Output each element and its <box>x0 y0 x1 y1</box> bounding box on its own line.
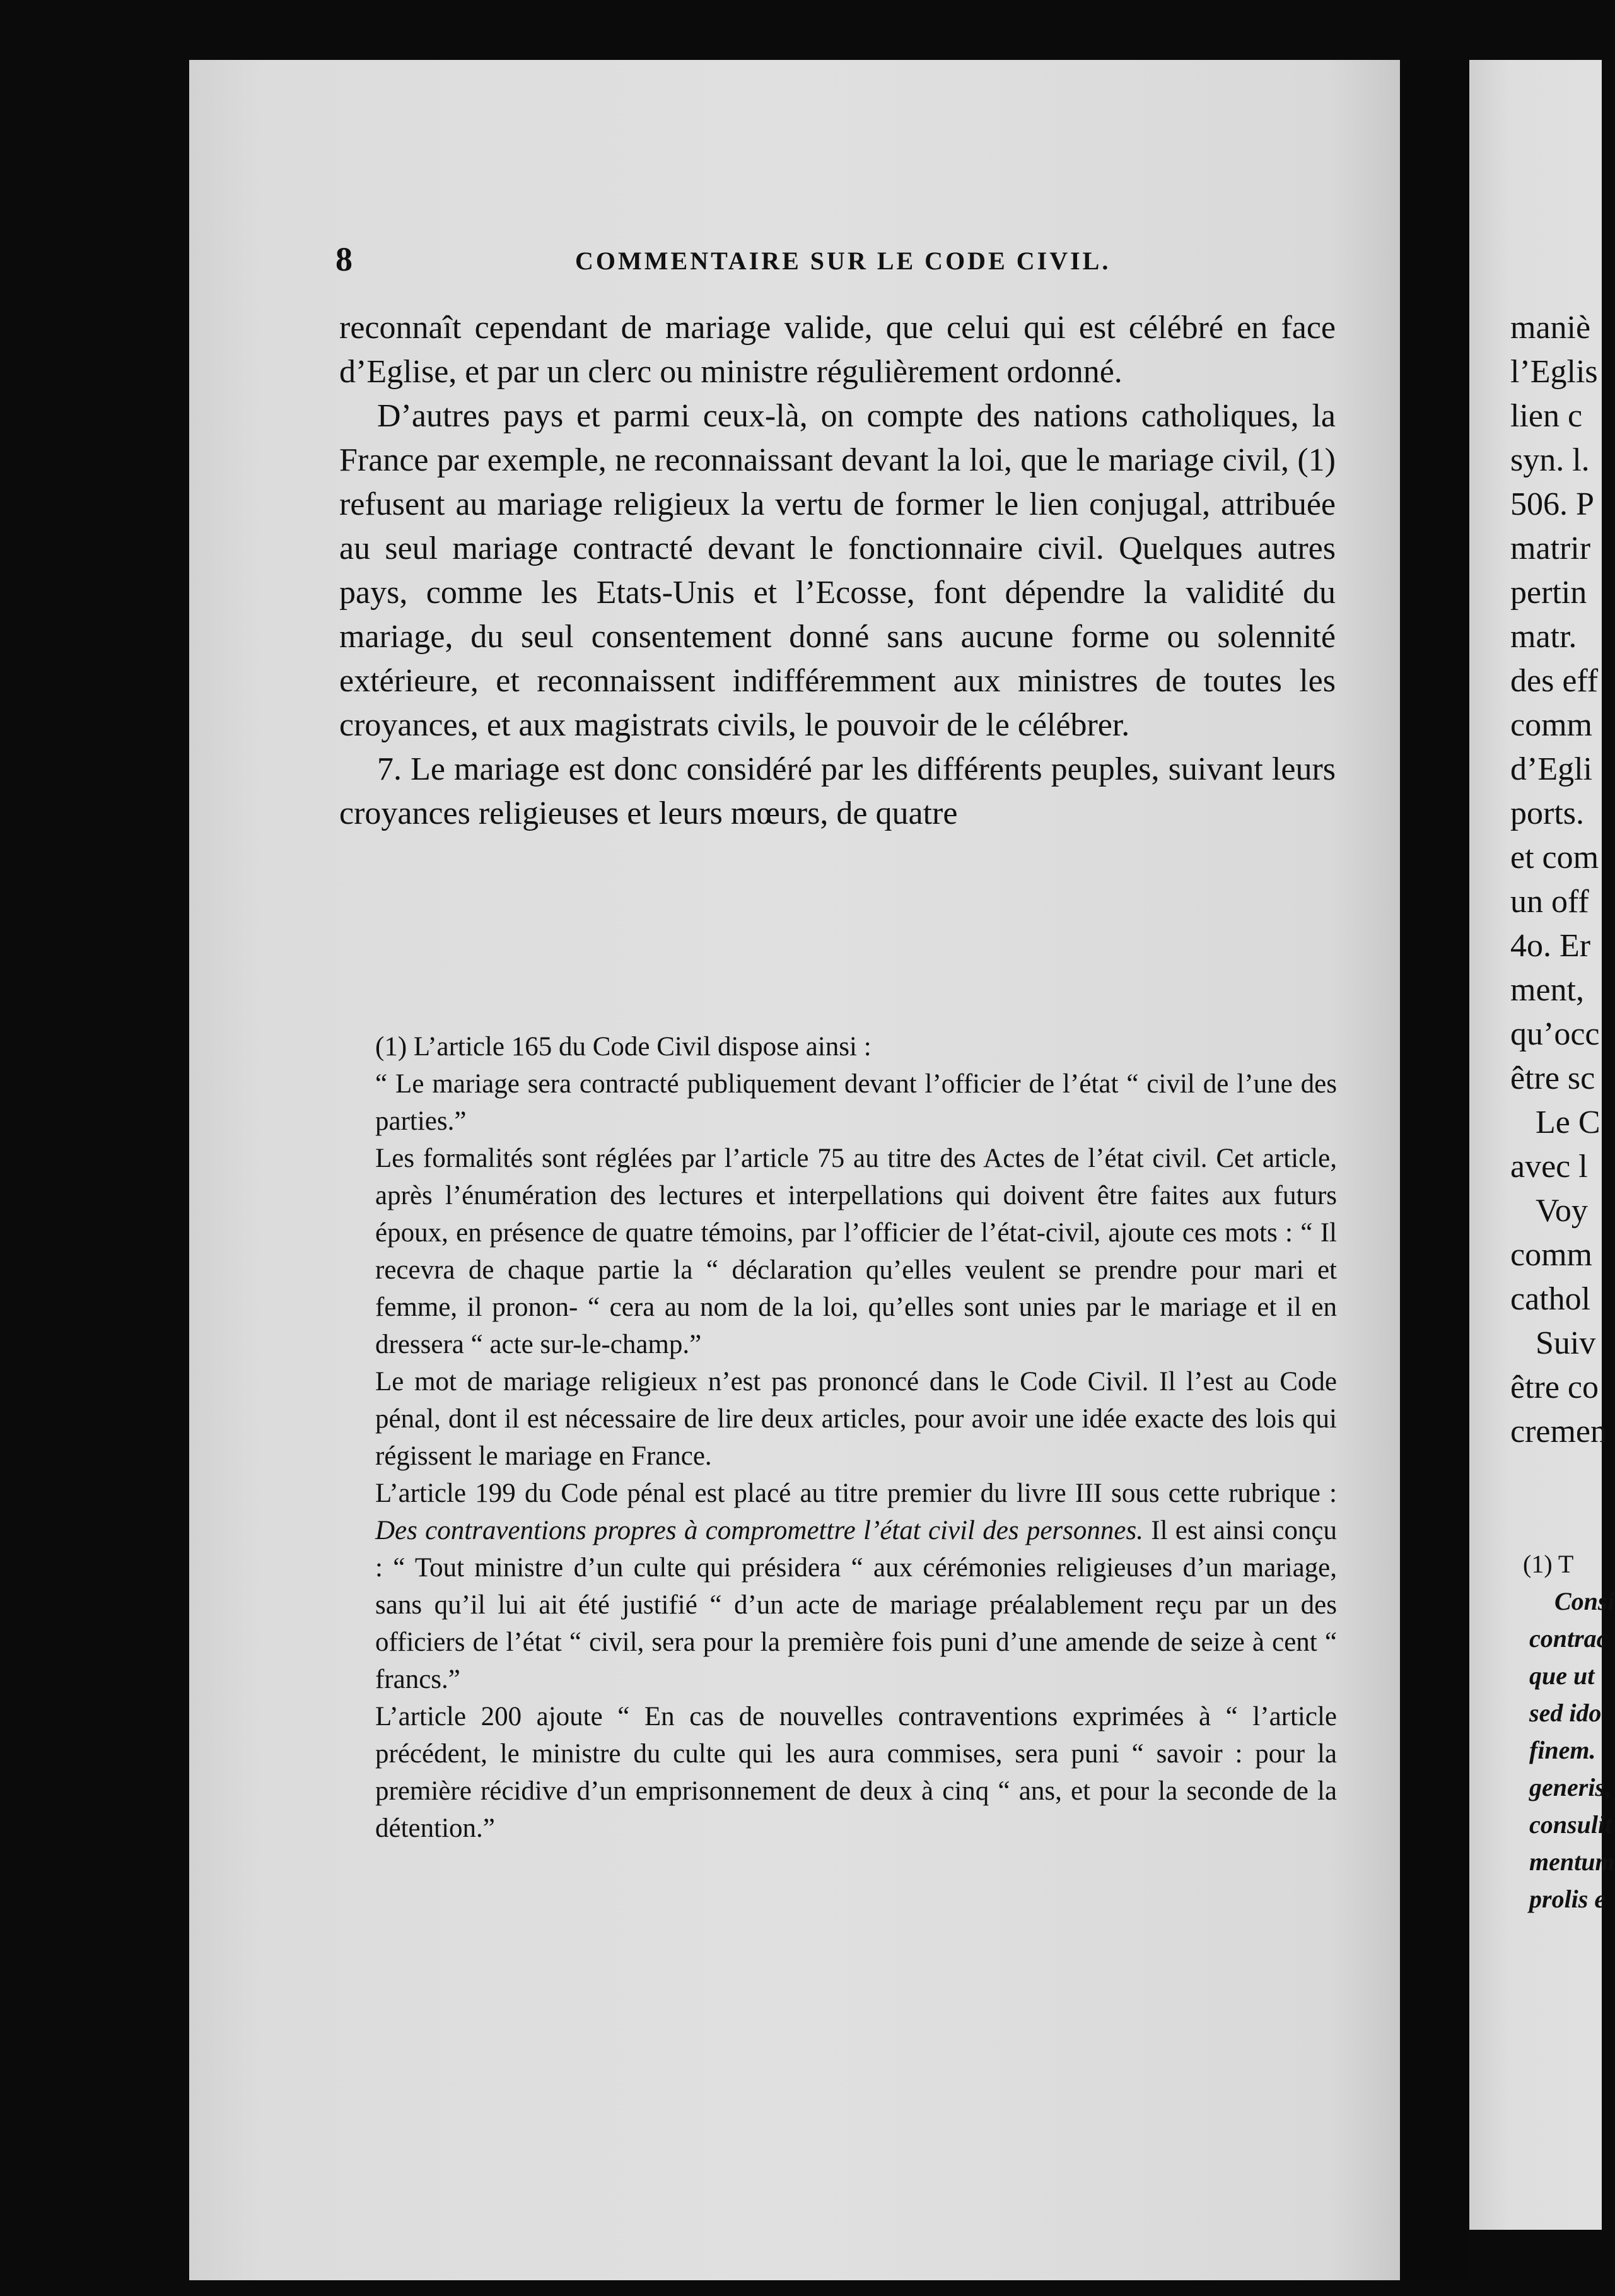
facing-note-line: generis, <box>1529 1773 1611 1801</box>
body-paragraph-continued: reconnaît cependant de mariage valide, que celui qui est célébré en face d’Eglise, et par un clerc ou ministre régulièrement ordonné. <box>339 310 1336 390</box>
facing-line: matr. <box>1510 619 1577 655</box>
facing-note-line: prolis e <box>1529 1885 1606 1913</box>
facing-line: Voy <box>1536 1193 1588 1229</box>
facing-note-line: contrac <box>1529 1624 1608 1653</box>
facing-line: avec l <box>1510 1149 1588 1185</box>
book-gutter <box>1400 60 1469 2280</box>
facing-line: ports. <box>1510 795 1584 831</box>
main-text <box>339 306 1336 836</box>
facing-line: des eff <box>1510 663 1599 699</box>
footnote-text: Il est ainsi conçu : “ Tout ministre d’un culte qui présidera “ aux cérémonies religieuses d’un mariage, sans qu’il lui ait été justifié “ d’un acte de mariage préalablement reçu par un des officiers de l’état “ civil, sera pour la première fois puni d’une amende de seize à cent “ francs.” <box>375 1516 1338 1694</box>
facing-line: l’Eglis <box>1510 354 1598 390</box>
facing-line: Le C <box>1536 1104 1600 1140</box>
facing-note-line: consulit <box>1529 1810 1612 1839</box>
footnote-paragraph: L’article 200 ajoute “ En cas de nouvelles contraventions exprimées à “ l’article précédent, le ministre du culte qui les aura commises, sera puni “ savoir : pour la première récidive d’un emprisonnement de deux à cinq “ ans, et pour la seconde de la détention.” <box>375 1702 1337 1843</box>
facing-line: matrir <box>1510 530 1591 566</box>
rubric-title: Des contraventions propres à compromettre l’état civil des personnes. <box>375 1516 1143 1545</box>
facing-line: être sc <box>1510 1060 1595 1096</box>
facing-page-text <box>1510 306 1607 1454</box>
facing-note-line: finem. <box>1529 1736 1596 1764</box>
page-number: 8 <box>335 240 353 278</box>
running-head: COMMENTAIRE SUR LE CODE CIVIL. <box>575 247 1111 275</box>
facing-line: et com <box>1510 840 1599 876</box>
footnote-paragraph: Le mot de mariage religieux n’est pas prononcé dans le Code Civil. Il l’est au Code pénal, dont il est nécessaire de lire deux articles, pour avoir une idée exacte des lois qui régissent le mariage en France. <box>375 1367 1337 1471</box>
facing-line: lien c <box>1510 398 1583 434</box>
footnote-intro: (1) L’article 165 du Code Civil dispose ainsi : <box>375 1032 872 1062</box>
facing-line: ment, <box>1510 972 1584 1008</box>
body-paragraph: D’autres pays et parmi ceux-là, on compte des nations catholiques, la France par exemple, ne reconnaissant devant la loi, que le mariage civil, (1) refusent au mariage religieux la vertu de former le lien conjugal, attribuée au seul mariage contracté devant le fonctionnaire civil. Quelques autres pays, comme les Etats-Unis et l’Ecosse, font dépendre la validité du mariage, du seul consentement donné sans aucune forme ou solennité extérieure, et reconnaissent indifféremment aux ministres de toutes les croyances, et aux magistrats civils, le pouvoir de le célébrer. <box>339 398 1336 743</box>
facing-line: comm <box>1510 1237 1592 1273</box>
footnote-paragraph: Les formalités sont réglées par l’article 75 au titre des Actes de l’état civil. Cet article, après l’énumération des lectures et interpellations qui doivent être faites aux futurs époux, en présence de quatre témoins, par l’officier de l’état-civil, ajoute ces mots : “ Il recevra de chaque partie la “ déclaration qu’elles veulent se prendre pour mari et femme, il pronon- “ cera au nom de la loi, qu’elles sont unies par le mariage et il en dressera “ acte sur-le-champ.” <box>375 1144 1337 1359</box>
facing-line: 4o. Er <box>1510 928 1591 964</box>
facing-note-line: sed ido <box>1529 1699 1602 1727</box>
facing-line: pertin <box>1510 575 1587 611</box>
facing-line: qu’occ <box>1510 1016 1600 1052</box>
page-header <box>335 240 1338 284</box>
facing-line: d’Egli <box>1510 751 1592 787</box>
body-paragraph-7: 7. Le mariage est donc considéré par les différents peuples, suivant leurs croyances religieuses et leurs mœurs, de quatre <box>339 751 1336 831</box>
facing-line: Suiv <box>1536 1325 1596 1361</box>
footnote-text: L’article 199 du Code pénal est placé au titre premier du livre III sous cette rubrique : <box>375 1479 1337 1508</box>
facing-page-notes <box>1523 1545 1615 1918</box>
facing-note-line: (1) T <box>1523 1550 1574 1578</box>
facing-line: comm <box>1510 707 1592 743</box>
facing-line: syn. l. <box>1510 442 1590 478</box>
facing-line: cathol <box>1510 1281 1591 1317</box>
facing-line: 506. P <box>1510 486 1594 522</box>
facing-note-line: Consi <box>1554 1587 1615 1615</box>
footnote-quote: “ Le mariage sera contracté publiquement devant l’officier de l’état “ civil de l’une des parties.” <box>375 1069 1337 1136</box>
facing-note-line: mentum <box>1529 1848 1615 1876</box>
facing-line: un off <box>1510 884 1589 920</box>
facing-line: cremen <box>1510 1414 1607 1450</box>
footnote-block <box>375 1028 1337 1847</box>
facing-note-line: que ut <box>1529 1661 1595 1690</box>
facing-line: être co <box>1510 1369 1599 1405</box>
facing-line: maniè <box>1510 310 1591 346</box>
footnote-paragraph-rubric <box>375 1475 1337 1698</box>
